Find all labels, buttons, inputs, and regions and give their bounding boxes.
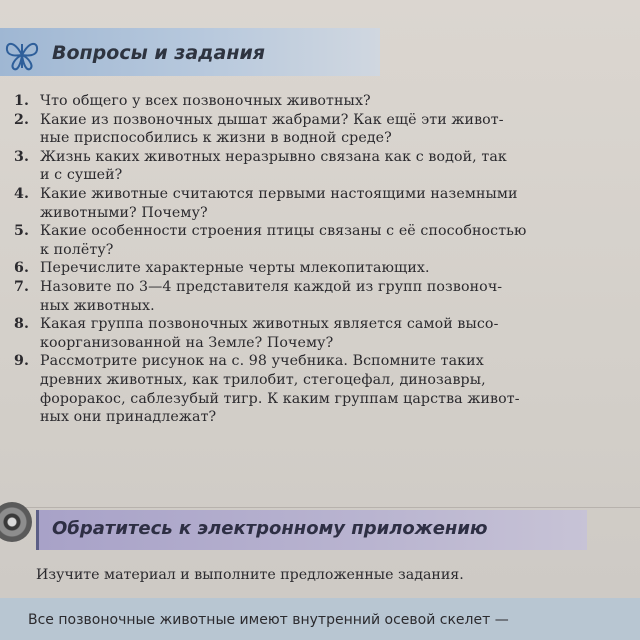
question-line: Жизнь каких животных неразрывно связана как с водой, так (40, 148, 507, 165)
cd-disc-icon (0, 502, 32, 542)
divider (0, 507, 640, 508)
question-line: животными? Почему? (40, 204, 208, 221)
question-line: Какие из позвоночных дышат жабрами? Как ещё эти живот- (40, 111, 504, 128)
question-item (0, 222, 640, 259)
question-line: фороракос, саблезубый тигр. К каким группам царства живот- (40, 390, 520, 407)
question-line: Назовите по 3—4 представителя каждой из групп позвоноч- (40, 278, 503, 295)
question-number: 6. (14, 260, 30, 277)
question-line: Рассмотрите рисунок на с. 98 учебника. Вспомните таких (40, 353, 484, 370)
bottom-paragraph: Все позвоночные животные имеют внутренний осевой скелет — (28, 612, 509, 628)
question-item (0, 259, 640, 278)
butterfly-icon (4, 38, 40, 72)
question-line: к полёту? (40, 241, 114, 258)
question-item (0, 352, 640, 426)
question-item (0, 278, 640, 315)
question-item (0, 148, 640, 185)
question-number: 4. (14, 185, 30, 202)
question-line: и с сушей? (40, 167, 123, 184)
question-line: Что общего у всех позвоночных животных? (40, 93, 371, 109)
question-line: древних животных, как трилобит, стегоцефал, динозавры, (40, 371, 486, 388)
question-line: Перечислите характерные черты млекопитающих. (40, 260, 430, 277)
question-number: 2. (14, 111, 30, 128)
question-line: Какая группа позвоночных животных является самой высо- (40, 316, 499, 333)
question-number: 7. (14, 278, 30, 295)
question-line: Какие особенности строения птицы связаны с её способностью (40, 223, 527, 240)
questions-list (0, 92, 640, 427)
section-title: Вопросы и задания (52, 42, 265, 64)
question-line: ные приспособились к жизни в водной среде? (40, 130, 392, 147)
question-number: 8. (14, 316, 30, 333)
question-number: 9. (14, 353, 30, 370)
question-item (0, 315, 640, 352)
app-instruction: Изучите материал и выполните предложенные задания. (36, 567, 464, 583)
question-number: 5. (14, 223, 30, 240)
question-number: 1. (14, 93, 30, 109)
question-item (0, 111, 640, 148)
question-line: ных они принадлежат? (40, 409, 217, 426)
question-line: ных животных. (40, 297, 155, 314)
question-line: коорганизованной на Земле? Почему? (40, 334, 334, 351)
app-title: Обратитесь к электронному приложению (52, 518, 488, 539)
question-item (0, 185, 640, 222)
question-item (0, 92, 640, 111)
question-line: Какие животные считаются первыми настоящими наземными (40, 185, 518, 202)
question-number: 3. (14, 148, 30, 165)
